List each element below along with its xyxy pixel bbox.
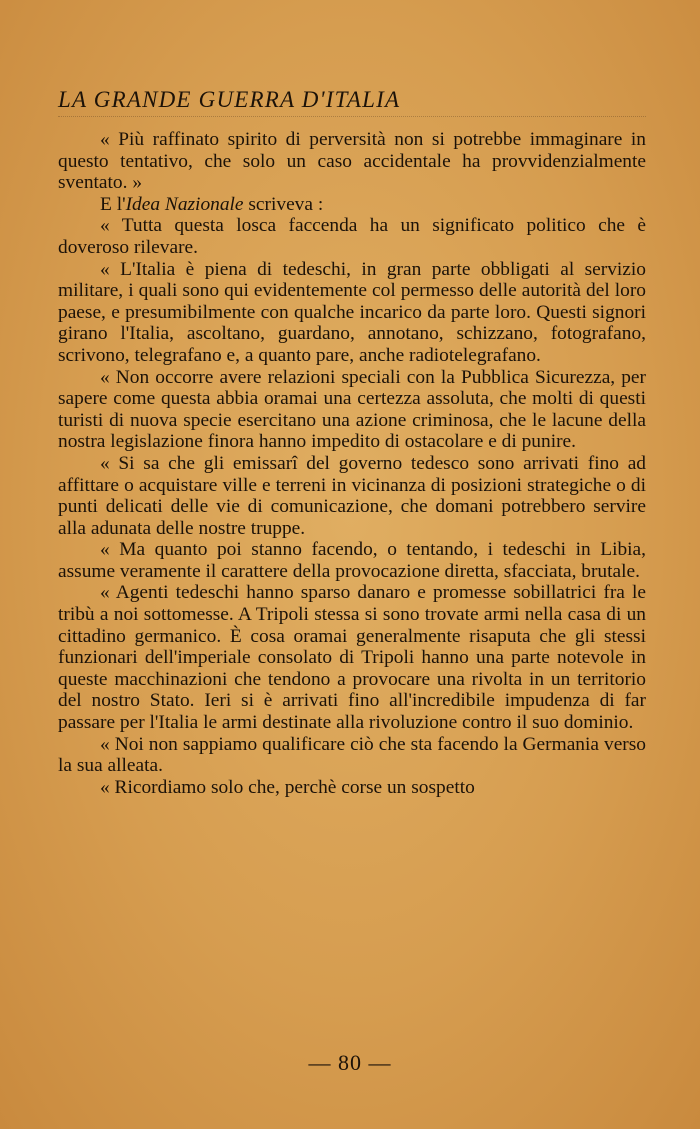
newspaper-name: Idea Nazionale [125, 193, 244, 215]
paragraph: « L'Italia è piena di tedeschi, in gran parte obbligati al servizio militare, i quali sono qui evidentemente col permesso delle autorità del loro paese, e presumibilmente con qualche incarico da parte loro. Questi signori girano l'Italia, ascoltano, guardano, annotano, schizzano, fotografano, scrivono, telegrafano e, a quanto pare, anche radiotelegrafano. [58, 258, 646, 366]
paragraph: « Ricordiamo solo che, perchè corse un sospetto [100, 776, 475, 798]
paragraph: « Noi non sappiamo qualificare ciò che sta facendo la Germania verso la sua alleata. [58, 733, 646, 777]
paragraph-text: scriveva : [243, 193, 324, 215]
paragraph: « Agenti tedeschi hanno sparso danaro e promesse sobillatrici fra le tribù a noi sottomesse. A Tripoli stessa si sono trovate armi nella casa di un cittadino germanico. È cosa oramai generalmente risaputa che gli stessi funzionari dell'imperiale consolato di Tripoli hanno una parte notevole in queste macchinazioni che tendono a provocare una rivolta in un territorio del nostro Stato. Ieri si è arrivati fino all'incredibile impudenza di far passare per l'Italia le armi destinate alla rivoluzione contro il suo dominio. [58, 582, 646, 734]
paragraph: « Tutta questa losca faccenda ha un significato politico che è doveroso rilevare. [58, 215, 646, 258]
paragraph: « Si sa che gli emissarî del governo tedesco sono arrivati fino ad affittare o acquistare ville e terreni in vicinanza di posizioni strategiche o di punti delicati delle vie di comunicazione, che domani potrebbero servire alla adunata delle nostre truppe. [58, 452, 646, 539]
paragraph: « Ma quanto poi stanno facendo, o tentando, i tedeschi in Libia, assume veramente il carattere della provocazione diretta, sfacciata, brutale. [58, 539, 646, 582]
book-page [58, 86, 646, 798]
page-number: — 80 — [308, 1050, 392, 1075]
paragraph-text: E l' [100, 193, 126, 215]
paragraph: « Non occorre avere relazioni speciali con la Pubblica Sicurezza, per sapere come questa abbia oramai una certezza assoluta, che molti di questi turisti di nuova specie esercitano una azione criminosa, che le lacune della nostra legislazione finora hanno impedito di ostacolare e di punire. [58, 366, 646, 453]
paragraph: « Più raffinato spirito di perversità non si potrebbe immaginare in questo tentativo, che solo un caso accidentale ha provvidenzialmente sventato. » [58, 129, 646, 194]
running-title: LA GRANDE GUERRA D'ITALIA [58, 86, 646, 117]
paragraph [58, 194, 646, 216]
